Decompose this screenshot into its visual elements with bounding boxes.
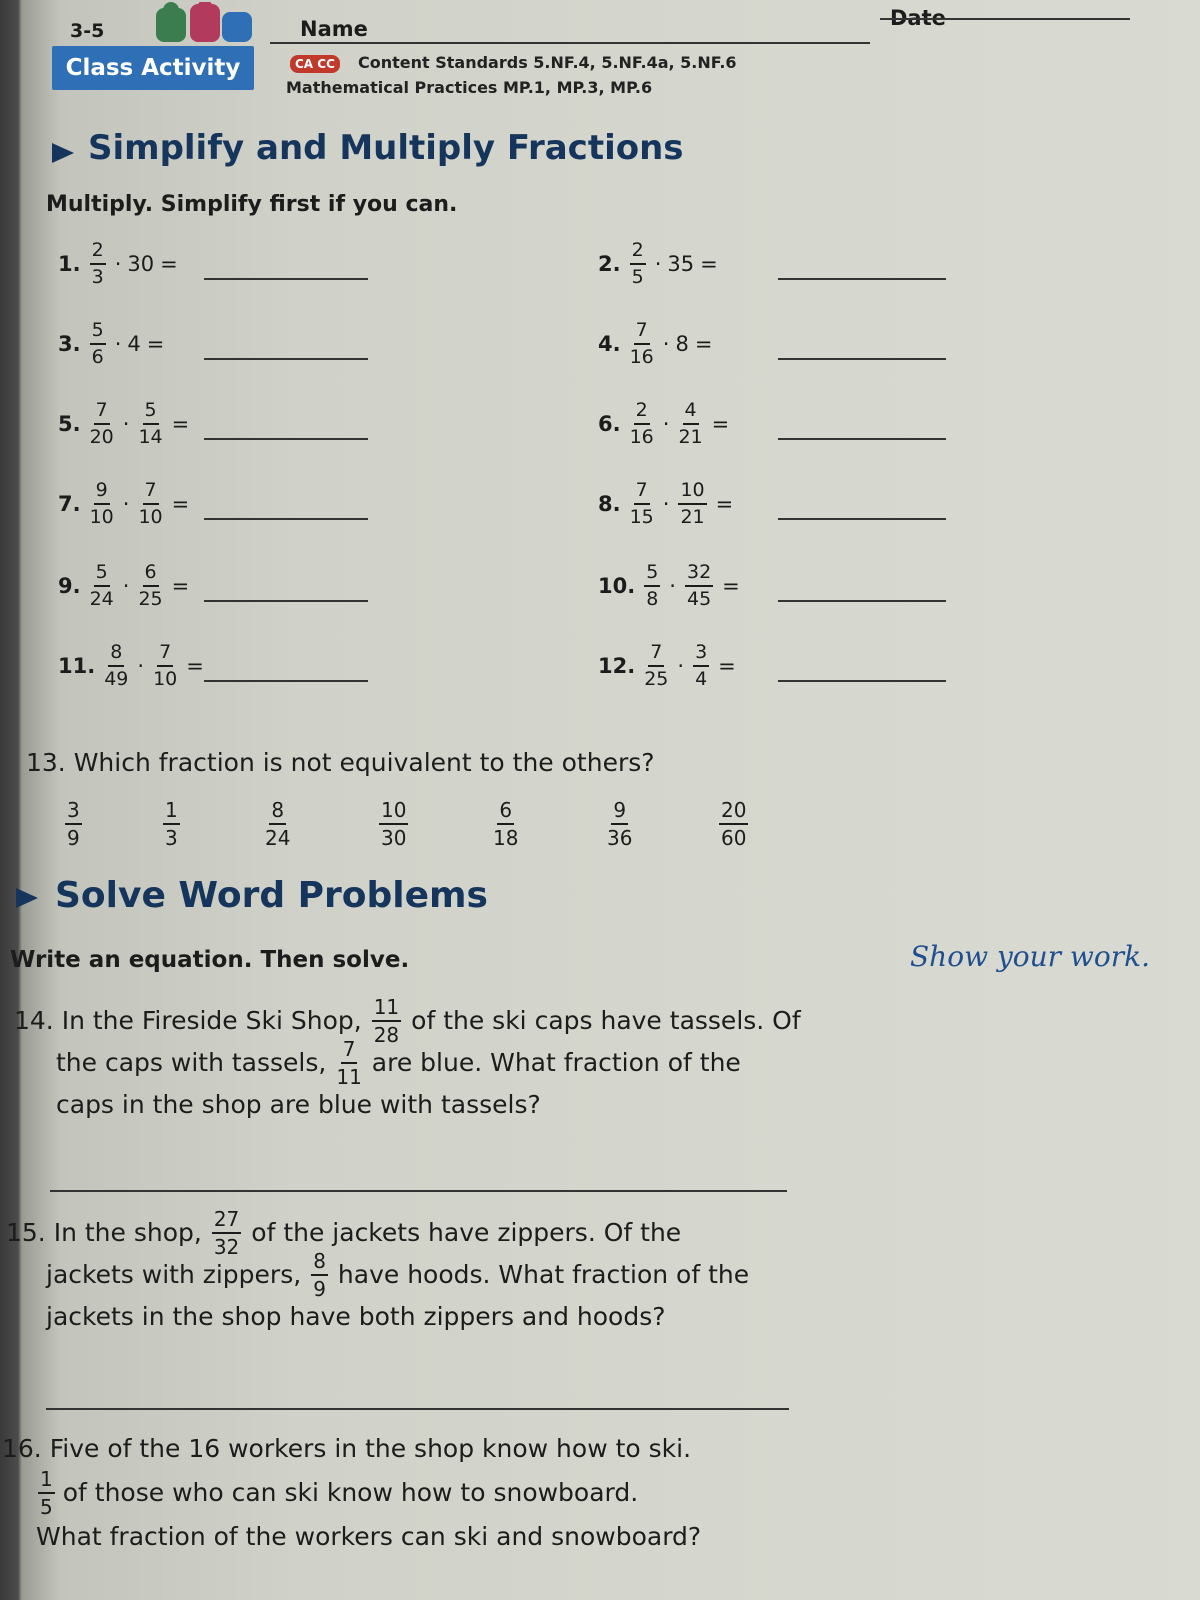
question-16 bbox=[2, 1428, 701, 1558]
denominator: 10 bbox=[153, 668, 178, 690]
q16-line1: 16. Five of the 16 workers in the shop know how to ski. bbox=[2, 1434, 692, 1463]
choice-fraction-1[interactable] bbox=[65, 800, 82, 848]
denominator: 9 bbox=[67, 826, 80, 850]
section-arrow-icon bbox=[16, 888, 38, 908]
denominator: 9 bbox=[313, 1277, 326, 1301]
fraction-b bbox=[693, 643, 709, 689]
equals-sign: = bbox=[700, 252, 718, 276]
name-label: Name bbox=[300, 17, 368, 41]
problem-number: 11. bbox=[58, 654, 96, 678]
multiply-sign: · bbox=[122, 574, 130, 598]
numerator: 10 bbox=[678, 481, 706, 505]
multiply-sign: · bbox=[662, 492, 670, 516]
denominator: 30 bbox=[381, 826, 407, 850]
q15-line1b: of the jackets have zippers. Of the bbox=[251, 1218, 682, 1247]
answer-blank-7[interactable] bbox=[204, 518, 368, 520]
numerator: 3 bbox=[693, 643, 709, 667]
q15-fraction-1 bbox=[212, 1209, 241, 1257]
problem-1 bbox=[58, 240, 184, 288]
fraction-b bbox=[138, 563, 162, 609]
problem-number: 4. bbox=[598, 332, 621, 356]
denominator: 15 bbox=[629, 506, 654, 528]
multiply-sign: · bbox=[662, 412, 670, 436]
answer-blank-9[interactable] bbox=[204, 600, 368, 602]
denominator: 4 bbox=[695, 668, 708, 690]
denominator: 3 bbox=[91, 266, 104, 288]
problem-8 bbox=[598, 480, 739, 528]
whole-number: 4 bbox=[127, 332, 141, 356]
problem-number: 12. bbox=[598, 654, 636, 678]
numerator: 1 bbox=[163, 800, 180, 825]
fraction-b bbox=[138, 401, 162, 447]
denominator: 3 bbox=[165, 826, 178, 850]
q14-fraction-1 bbox=[372, 997, 401, 1045]
denominator: 10 bbox=[89, 506, 114, 528]
q15-fraction-2 bbox=[311, 1251, 328, 1299]
whole-number: 8 bbox=[675, 332, 689, 356]
q14-fraction-2 bbox=[336, 1039, 361, 1087]
numerator: 3 bbox=[65, 800, 82, 825]
fraction-a bbox=[630, 481, 654, 527]
equals-sign: = bbox=[160, 252, 178, 276]
equals-sign: = bbox=[146, 332, 165, 356]
problem-number: 7. bbox=[58, 492, 81, 516]
numerator: 7 bbox=[634, 481, 650, 505]
problem-number: 9. bbox=[58, 574, 81, 598]
numerator: 8 bbox=[108, 643, 124, 667]
answer-blank-5[interactable] bbox=[204, 438, 368, 440]
section-title-word-problems: Solve Word Problems bbox=[55, 875, 488, 916]
instruction-equation: Write an equation. Then solve. bbox=[10, 947, 410, 973]
numerator: 6 bbox=[143, 563, 159, 587]
numerator: 1 bbox=[38, 1469, 55, 1494]
denominator: 8 bbox=[646, 588, 659, 610]
answer-blank-1[interactable] bbox=[204, 278, 368, 280]
equals-sign: = bbox=[171, 574, 190, 598]
multiply-sign: · bbox=[122, 412, 130, 436]
numerator: 32 bbox=[685, 563, 713, 587]
numerator: 6 bbox=[497, 800, 514, 825]
denominator: 10 bbox=[138, 506, 163, 528]
name-line bbox=[270, 42, 870, 44]
multiply-sign: · bbox=[114, 332, 122, 356]
q14-line2a: the caps with tassels, bbox=[56, 1048, 327, 1077]
q14-line1b: of the ski caps have tassels. Of bbox=[411, 1006, 801, 1035]
numerator: 9 bbox=[94, 481, 110, 505]
multiply-sign: · bbox=[137, 654, 145, 678]
denominator: 24 bbox=[265, 826, 291, 850]
q14-answer-line[interactable] bbox=[50, 1190, 787, 1192]
numerator: 8 bbox=[311, 1251, 328, 1276]
denominator: 14 bbox=[138, 426, 163, 448]
choice-fraction-6[interactable] bbox=[607, 800, 632, 848]
numerator: 7 bbox=[143, 481, 159, 505]
answer-blank-8[interactable] bbox=[778, 518, 946, 520]
numerator: 5 bbox=[644, 563, 660, 587]
problem-4 bbox=[598, 320, 718, 368]
denominator: 18 bbox=[493, 826, 519, 850]
q15-line2a: jackets with zippers, bbox=[46, 1260, 302, 1289]
numerator: 5 bbox=[143, 401, 159, 425]
answer-blank-3[interactable] bbox=[204, 358, 368, 360]
people-icon bbox=[156, 2, 256, 42]
fraction-a bbox=[90, 241, 106, 287]
content-standards: Content Standards 5.NF.4, 5.NF.4a, 5.NF.6 bbox=[358, 53, 737, 72]
problem-5 bbox=[58, 400, 195, 448]
numerator: 11 bbox=[372, 997, 401, 1022]
denominator: 16 bbox=[629, 426, 654, 448]
choice-fraction-5[interactable] bbox=[493, 800, 518, 848]
problem-number: 3. bbox=[58, 332, 81, 356]
numerator: 7 bbox=[341, 1039, 358, 1064]
fraction-a bbox=[90, 401, 114, 447]
denominator: 16 bbox=[629, 346, 654, 368]
lesson-number: 3-5 bbox=[70, 20, 105, 42]
numerator: 2 bbox=[634, 401, 650, 425]
equals-sign: = bbox=[171, 412, 190, 436]
equals-sign: = bbox=[186, 654, 204, 678]
denominator: 49 bbox=[104, 668, 129, 690]
fraction-b bbox=[138, 481, 162, 527]
equals-sign: = bbox=[718, 654, 736, 678]
numerator: 27 bbox=[212, 1209, 241, 1234]
problem-9 bbox=[58, 562, 195, 610]
fraction-b bbox=[153, 643, 177, 689]
q16-fraction-1 bbox=[38, 1469, 55, 1517]
denominator: 21 bbox=[678, 426, 703, 448]
fraction-a bbox=[90, 481, 114, 527]
answer-blank-12[interactable] bbox=[778, 680, 946, 682]
question-14 bbox=[14, 995, 801, 1126]
whole-number: 30 bbox=[127, 252, 155, 276]
numerator: 8 bbox=[269, 800, 286, 825]
equals-sign: = bbox=[694, 332, 713, 356]
numerator: 7 bbox=[157, 643, 173, 667]
problem-number: 6. bbox=[598, 412, 621, 436]
date-line bbox=[880, 18, 1130, 20]
fraction-a bbox=[90, 563, 114, 609]
numerator: 2 bbox=[90, 241, 106, 265]
multiply-sign: · bbox=[122, 492, 130, 516]
numerator: 7 bbox=[648, 643, 664, 667]
fraction-a bbox=[104, 643, 128, 689]
class-activity-tab bbox=[52, 46, 254, 90]
numerator: 20 bbox=[719, 800, 748, 825]
numerator: 10 bbox=[379, 800, 408, 825]
problem-number: 2. bbox=[598, 252, 621, 276]
denominator: 11 bbox=[336, 1065, 362, 1089]
denominator: 21 bbox=[680, 506, 705, 528]
q14-line1a: 14. In the Fireside Ski Shop, bbox=[14, 1006, 362, 1035]
denominator: 5 bbox=[631, 266, 644, 288]
problem-10 bbox=[598, 562, 746, 610]
problem-2 bbox=[598, 240, 724, 288]
problem-number: 5. bbox=[58, 412, 81, 436]
multiply-sign: · bbox=[114, 252, 122, 276]
q16-line3: What fraction of the workers can ski and snowboard? bbox=[36, 1522, 702, 1551]
problem-6 bbox=[598, 400, 735, 448]
problem-12 bbox=[598, 642, 742, 690]
section-arrow-icon bbox=[52, 143, 74, 163]
q16-line2: of those who can ski know how to snowboard. bbox=[62, 1478, 639, 1507]
date-label: Date bbox=[890, 6, 946, 30]
denominator: 45 bbox=[686, 588, 712, 610]
numerator: 7 bbox=[94, 401, 110, 425]
answer-blank-6[interactable] bbox=[778, 438, 946, 440]
denominator: 6 bbox=[91, 346, 104, 368]
problem-7 bbox=[58, 480, 195, 528]
problem-11 bbox=[58, 642, 210, 690]
fraction-b bbox=[678, 401, 702, 447]
numerator: 2 bbox=[630, 241, 646, 265]
numerator: 7 bbox=[634, 321, 650, 345]
equals-sign: = bbox=[722, 574, 740, 598]
answer-blank-4[interactable] bbox=[778, 358, 946, 360]
math-practices: Mathematical Practices MP.1, MP.3, MP.6 bbox=[286, 78, 653, 97]
multiply-sign: · bbox=[677, 654, 685, 678]
denominator: 24 bbox=[89, 588, 114, 610]
denominator: 20 bbox=[89, 426, 114, 448]
fraction-a bbox=[630, 401, 654, 447]
question-13-text: 13. Which fraction is not equivalent to the others? bbox=[26, 748, 655, 777]
fraction-a bbox=[644, 643, 668, 689]
show-your-work: Show your work. bbox=[910, 940, 1151, 973]
equals-sign: = bbox=[715, 492, 734, 516]
q15-line2b: have hoods. What fraction of the bbox=[337, 1260, 750, 1289]
numerator: 4 bbox=[683, 401, 699, 425]
choice-fraction-7[interactable] bbox=[719, 800, 748, 848]
problem-number: 1. bbox=[58, 252, 81, 276]
fraction-b bbox=[685, 563, 713, 609]
denominator: 28 bbox=[373, 1023, 400, 1047]
multiply-sign: · bbox=[654, 252, 662, 276]
instruction-multiply: Multiply. Simplify first if you can. bbox=[46, 192, 458, 217]
standards-badge: CA CC bbox=[290, 55, 340, 73]
problem-3 bbox=[58, 320, 170, 368]
problem-number: 8. bbox=[598, 492, 621, 516]
fraction-a bbox=[644, 563, 660, 609]
fraction-a bbox=[90, 321, 106, 367]
choice-fraction-2[interactable] bbox=[163, 800, 180, 848]
fraction-a bbox=[630, 321, 654, 367]
q14-line3: caps in the shop are blue with tassels? bbox=[56, 1090, 541, 1119]
answer-blank-11[interactable] bbox=[204, 680, 368, 682]
choice-fraction-3[interactable] bbox=[265, 800, 290, 848]
section-title-simplify: Simplify and Multiply Fractions bbox=[88, 128, 684, 168]
q15-line1a: 15. In the shop, bbox=[6, 1218, 202, 1247]
whole-number: 35 bbox=[667, 252, 695, 276]
denominator: 32 bbox=[213, 1235, 240, 1259]
multiply-sign: · bbox=[669, 574, 676, 598]
class-activity-label: Class Activity bbox=[65, 55, 241, 81]
numerator: 5 bbox=[94, 563, 110, 587]
fraction-a bbox=[630, 241, 646, 287]
equals-sign: = bbox=[171, 492, 190, 516]
q15-line3: jackets in the shop have both zippers and hoods? bbox=[46, 1302, 666, 1331]
q14-line2b: are blue. What fraction of the bbox=[371, 1048, 741, 1077]
denominator: 25 bbox=[138, 588, 163, 610]
numerator: 5 bbox=[90, 321, 106, 345]
denominator: 36 bbox=[607, 826, 633, 850]
denominator: 60 bbox=[721, 826, 747, 850]
answer-blank-2[interactable] bbox=[778, 278, 946, 280]
choice-fraction-4[interactable] bbox=[379, 800, 408, 848]
question-15 bbox=[6, 1207, 750, 1338]
multiply-sign: · bbox=[662, 332, 670, 356]
q15-answer-line[interactable] bbox=[46, 1408, 789, 1410]
denominator: 25 bbox=[644, 668, 669, 690]
problem-number: 10. bbox=[598, 574, 636, 598]
numerator: 9 bbox=[611, 800, 628, 825]
fraction-b bbox=[678, 481, 706, 527]
denominator: 5 bbox=[40, 1495, 53, 1519]
equals-sign: = bbox=[711, 412, 730, 436]
answer-blank-10[interactable] bbox=[778, 600, 946, 602]
